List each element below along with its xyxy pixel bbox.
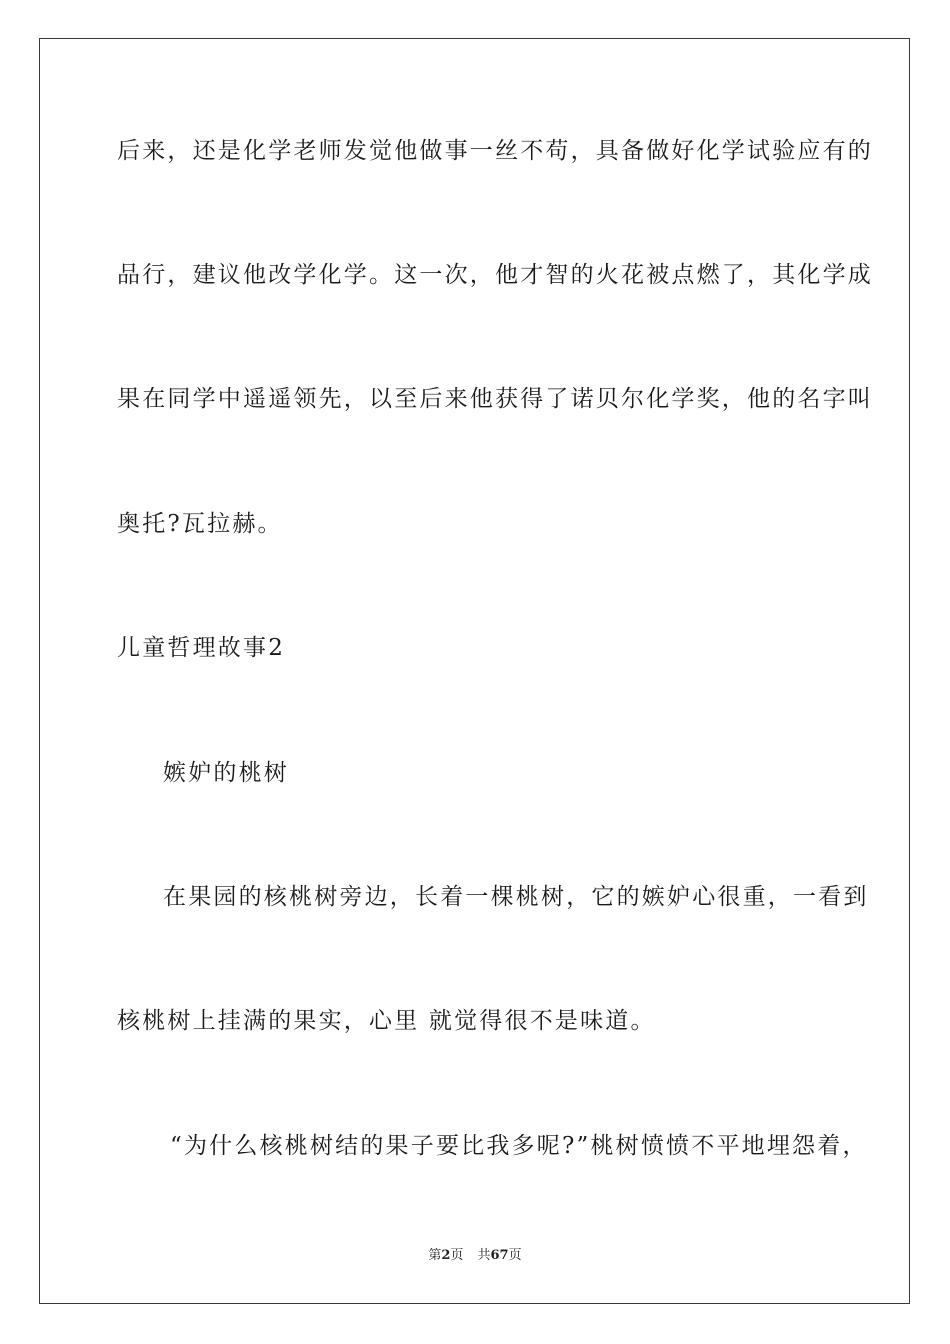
total-suffix: 页	[508, 1248, 522, 1263]
page-suffix: 页	[450, 1248, 464, 1263]
body-line-2: 品行，建议他改学化学。这一次，他才智的火花被点燃了，其化学成	[117, 262, 873, 288]
page-footer	[0, 1247, 950, 1265]
body-line-3: 果在同学中遥遥领先，以至后来他获得了诺贝尔化学奖，他的名字叫	[117, 386, 873, 412]
body-line-6: 核桃树上挂满的果实，心里 就觉得很不是味道。	[117, 1008, 656, 1034]
total-pages: 67	[490, 1248, 509, 1263]
body-line-4: 奥托?瓦拉赫。	[117, 511, 283, 537]
body-line-1: 后来，还是化学老师发觉他做事一丝不苟，具备做好化学试验应有的	[117, 138, 873, 164]
story-title: 嫉妒的桃树	[163, 760, 289, 786]
page-border	[39, 38, 910, 1304]
body-line-5: 在果园的核桃树旁边，长着一棵桃树，它的嫉妒心很重，一看到	[163, 884, 869, 910]
page-number: 2	[441, 1248, 451, 1263]
section-heading: 儿童哲理故事2	[117, 635, 286, 661]
body-line-7: “为什么核桃树结的果子要比我多呢?”桃树愤愤不平地埋怨着，	[170, 1133, 868, 1159]
page-prefix: 第	[428, 1248, 442, 1263]
total-prefix: 共	[477, 1248, 491, 1263]
